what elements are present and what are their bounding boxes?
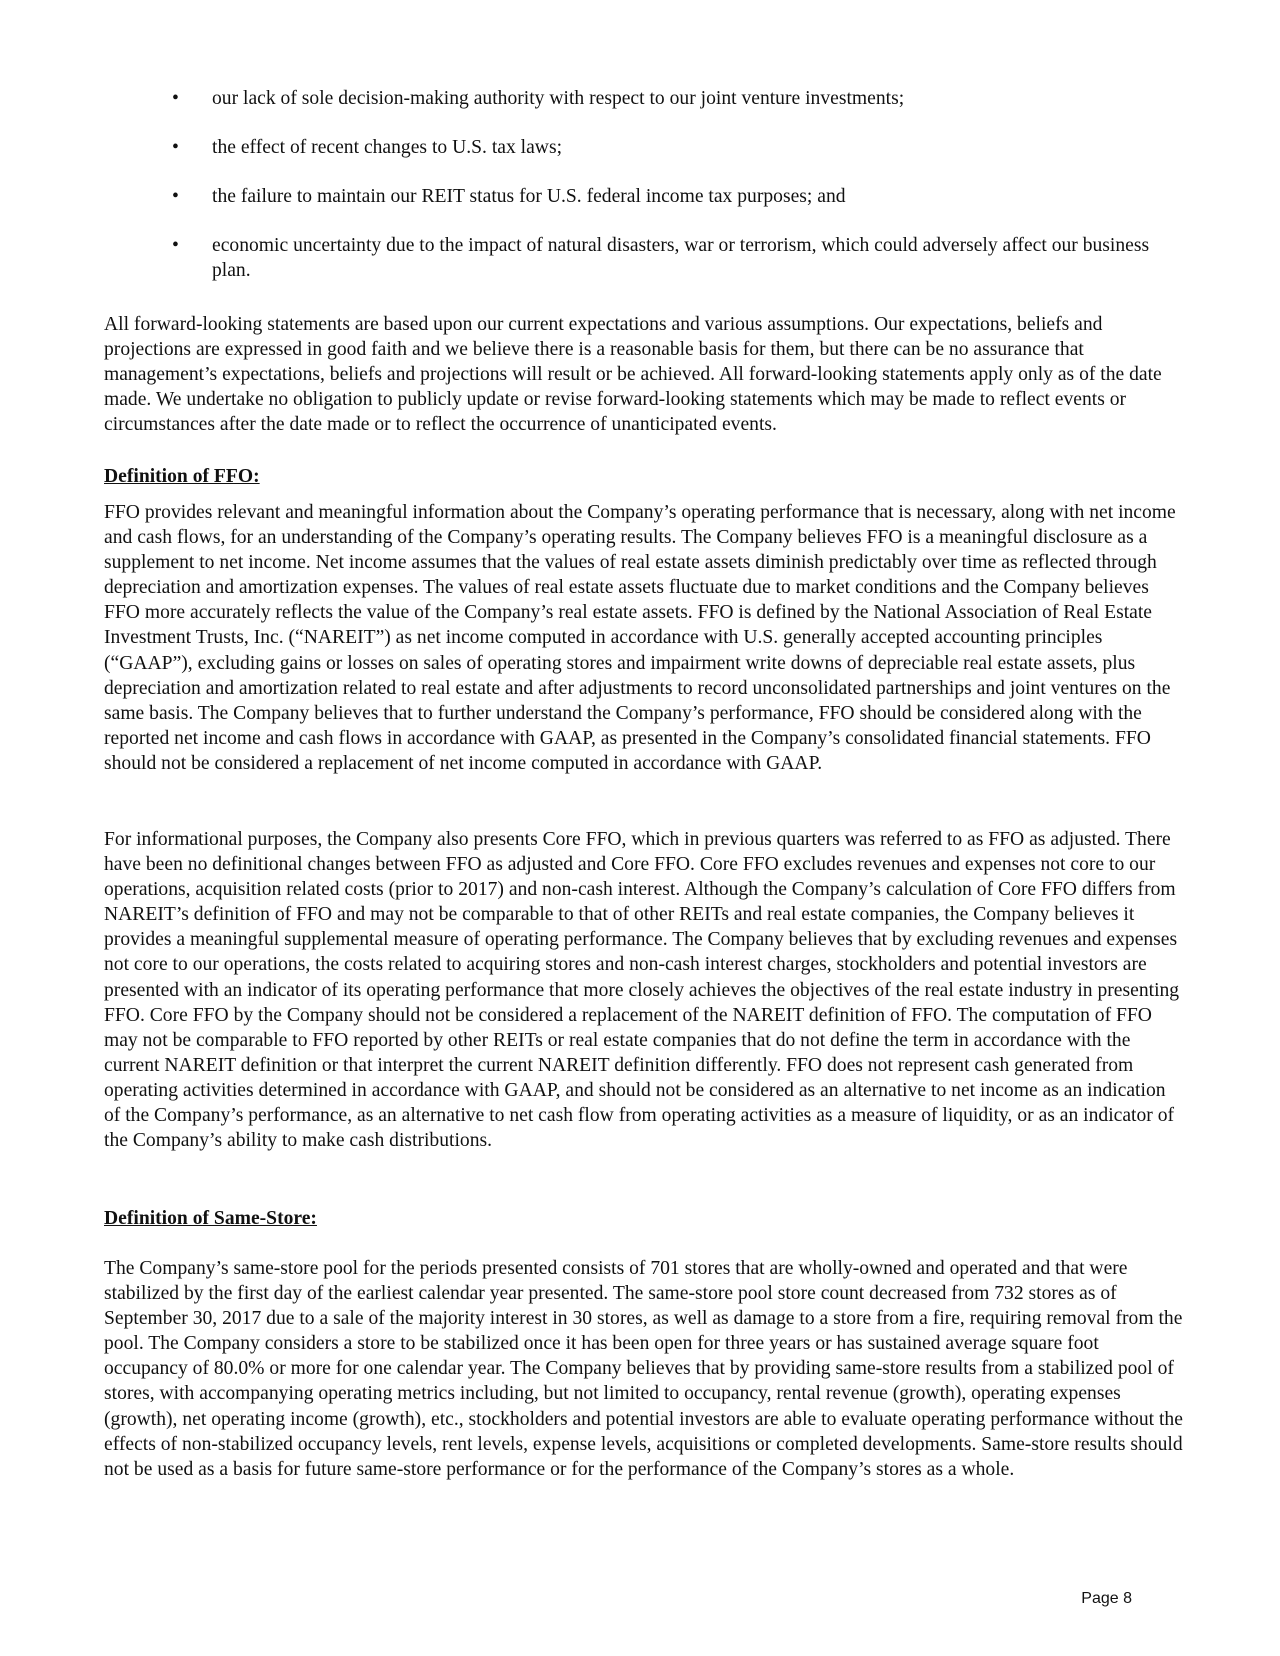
forward-looking-paragraph: All forward-looking statements are based upon our current expectations and various assumptions. Our expectations, beliefs and projections are expressed in good faith and we believe there is a reasonable basis for them, but there can be no assurance that management’s expectations, beliefs and projections will result or be achieved. All forward-looking statements apply only as of the date made. We undertake no obligation to publicly update or revise forward-looking statements which may be made to reflect events or circumstances after the date made or to reflect the occurrence of unanticipated events. <box>104 314 1162 436</box>
ffo-heading: Definition of FFO: <box>104 466 260 487</box>
bullet-text: the failure to maintain our REIT status for U.S. federal income tax purposes; and <box>212 186 846 207</box>
bullet-marker: • <box>172 235 179 256</box>
ffo-paragraph-2: For informational purposes, the Company also presents Core FFO, which in previous quarters was referred to as FFO as adjusted. There have been no definitional changes between FFO as adjusted and Core FFO. Core FFO excludes revenues and expenses not core to our operations, acquisition related costs (prior to 2017) and non-cash interest. Although the Company’s calculation of Core FFO differs from NAREIT’s definition of FFO and may not be comparable to that of other REITs and real estate companies, the Company believes it provides a meaningful supplemental measure of operating performance. The Company believes that by excluding revenues and expenses not core to our operations, the costs related to acquiring stores and non-cash interest charges, stockholders and potential investors are presented with an indicator of its operating performance that more closely achieves the objectives of the real estate industry in presenting FFO. Core FFO by the Company should not be considered a replacement of the NAREIT definition of FFO. The computation of FFO may not be comparable to FFO reported by other REITs or real estate companies that do not define the term in accordance with the current NAREIT definition or that interpret the current NAREIT definition differently. FFO does not represent cash generated from operating activities determined in accordance with GAAP, and should not be considered as an alternative to net income as an indication of the Company’s performance, as an alternative to net cash flow from operating activities as a measure of liquidity, or as an indicator of the Company’s ability to make cash distributions. <box>104 829 1180 1152</box>
bullet-item <box>172 135 1172 160</box>
bullet-item <box>172 184 1172 209</box>
bullet-text: economic uncertainty due to the impact of natural disasters, war or terrorism, which could adversely affect our business plan. <box>212 235 1150 281</box>
risk-factor-bullet-list <box>172 86 1172 283</box>
page-number: Page 8 <box>1081 1590 1132 1607</box>
same-store-paragraph: The Company’s same-store pool for the periods presented consists of 701 stores that are wholly-owned and operated and that were stabilized by the first day of the earliest calendar year presented. The same-store pool store count decreased from 732 stores as of September 30, 2017 due to a sale of the majority interest in 30 stores, as well as damage to a store from a fire, requiring removal from the pool. The Company considers a store to be stabilized once it has been open for three years or has sustained average square foot occupancy of 80.0% or more for one calendar year. The Company believes that by providing same-store results from a stabilized pool of stores, with accompanying operating metrics including, but not limited to occupancy, rental revenue (growth), operating expenses (growth), net operating income (growth), etc., stockholders and potential investors are able to evaluate operating performance without the effects of non-stabilized occupancy levels, rent levels, expense levels, acquisitions or completed developments. Same-store results should not be used as a basis for future same-store performance or for the performance of the Company’s stores as a whole. <box>104 1258 1183 1480</box>
bullet-text: the effect of recent changes to U.S. tax laws; <box>212 137 563 158</box>
bullet-marker: • <box>172 186 179 207</box>
ffo-paragraph-1: FFO provides relevant and meaningful information about the Company’s operating performance that is necessary, along with net income and cash flows, for an understanding of the Company’s operating results. The Company believes FFO is a meaningful disclosure as a supplement to net income. Net income assumes that the values of real estate assets diminish predictably over time as reflected through depreciation and amortization expenses. The values of real estate assets fluctuate due to market conditions and the Company believes FFO more accurately reflects the value of the Company’s real estate assets. FFO is defined by the National Association of Real Estate Investment Trusts, Inc. (“NAREIT”) as net income computed in accordance with U.S. generally accepted accounting principles (“GAAP”), excluding gains or losses on sales of operating stores and impairment write downs of depreciable real estate assets, plus depreciation and amortization related to real estate and after adjustments to record unconsolidated partnerships and joint ventures on the same basis. The Company believes that to further understand the Company’s performance, FFO should be considered along with the reported net income and cash flows in accordance with GAAP, as presented in the Company’s consolidated financial statements. FFO should not be considered a replacement of net income computed in accordance with GAAP. <box>104 502 1176 774</box>
bullet-item <box>172 86 1172 111</box>
same-store-heading: Definition of Same-Store: <box>104 1208 317 1229</box>
bullet-text: our lack of sole decision-making authority with respect to our joint venture investments; <box>212 88 905 109</box>
bullet-item <box>172 233 1172 283</box>
bullet-marker: • <box>172 137 179 158</box>
bullet-marker: • <box>172 88 179 109</box>
